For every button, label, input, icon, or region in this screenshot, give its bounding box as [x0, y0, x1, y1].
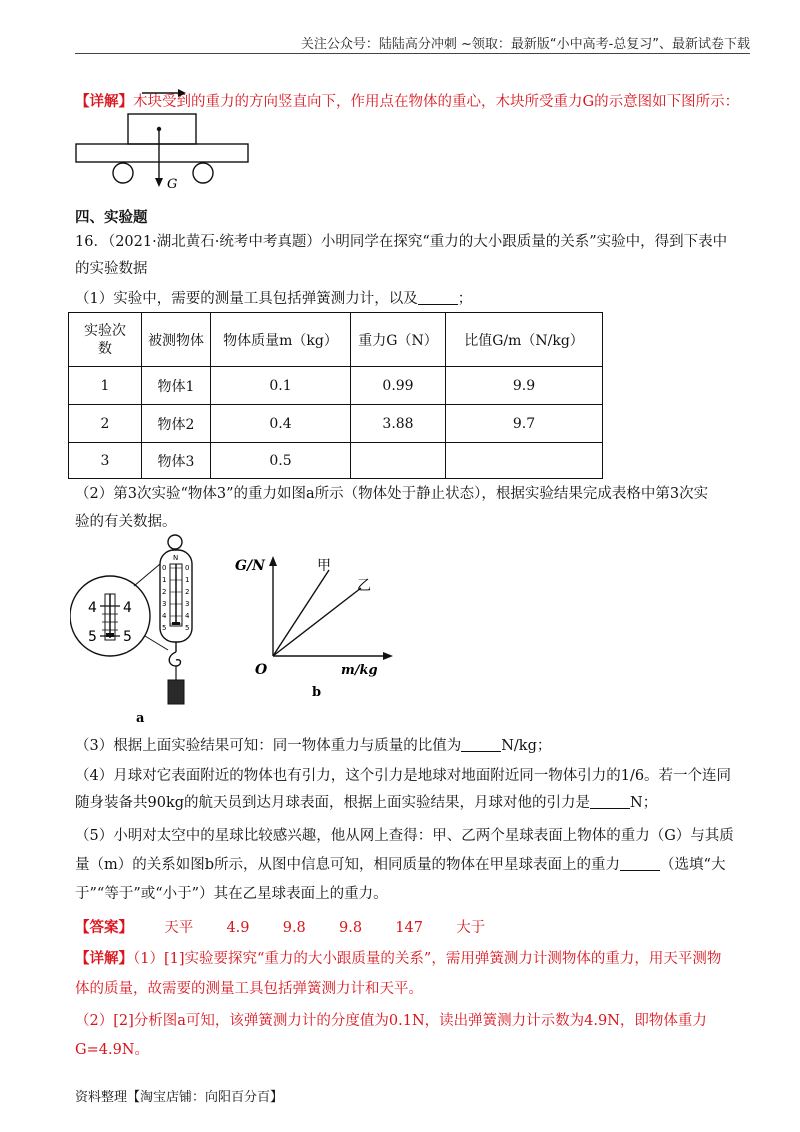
svg-text:3: 3 [162, 600, 167, 608]
table-cell: 0.99 [351, 367, 446, 405]
svg-text:5: 5 [185, 624, 190, 632]
experiment-table [68, 312, 603, 479]
scale-hook [169, 652, 180, 666]
q4-blank[interactable] [590, 794, 630, 809]
scale-numbers-right [185, 564, 190, 632]
question-part-2-line-2: 验的有关数据。 [75, 514, 177, 530]
question-line-2: 的实验数据 [75, 261, 148, 277]
question-part-5-line-3: 于”“等于”或“小于”）其在乙星球表面上的重力。 [75, 886, 388, 902]
answer-value: 4.9 [226, 920, 250, 936]
svg-text:1: 1 [162, 576, 167, 584]
detail-2-text-1: （1）[1]实验要探究“重力的大小跟质量的关系”，需用弹簧测力计测物体的重力，用天平测物 [133, 951, 722, 967]
gravity-arrow-head [155, 178, 163, 187]
question-part-5-line-1: （5）小明对太空中的星球比较感兴趣，他从网上查得：甲、乙两个星球表面上物体的重力（G）与其质 [75, 828, 734, 844]
table-cell: 物体2 [142, 405, 211, 443]
svg-text:1: 1 [185, 576, 190, 584]
x-axis-label: m/kg [341, 663, 378, 678]
svg-text:5: 5 [162, 624, 167, 632]
header-cell: 重力G（N） [351, 313, 446, 367]
table-row [69, 405, 603, 443]
q5-text: 量（m）的关系如图b所示，从图中信息可知，相同质量的物体在甲星球表面上的重力 [75, 857, 621, 873]
cart-body [76, 144, 248, 162]
table-cell: 3.88 [351, 405, 446, 443]
question-part-3 [75, 736, 551, 756]
cart-wheel-left [113, 163, 133, 183]
zoom-label-right-4: 4 [123, 600, 132, 616]
q3-text: （3）根据上面实验结果可知：同一物体重力与质量的比值为 [75, 738, 462, 754]
line-jia-label: 甲 [317, 558, 331, 574]
detail-2-line-1 [75, 949, 721, 969]
g-m-graph [225, 548, 405, 700]
svg-text:3: 3 [185, 600, 190, 608]
scale-unit: N [173, 554, 179, 562]
fig-a-label: a [136, 711, 145, 726]
table-cell: 2 [69, 405, 142, 443]
spring-scale-figure [70, 532, 230, 727]
q1-blank[interactable] [418, 290, 458, 305]
weight-object [168, 680, 184, 704]
q3-end: N/kg； [501, 738, 552, 754]
table-cell: 0.4 [211, 405, 351, 443]
line-jia [273, 570, 329, 656]
header-cell: 物体质量m（kg） [211, 313, 351, 367]
table-cell: 3 [69, 443, 142, 479]
table-cell: 1 [69, 367, 142, 405]
q3-blank[interactable] [461, 737, 501, 752]
scale-ring [168, 535, 182, 549]
zoom-line-top [134, 564, 160, 586]
detail-2-line-4: G=4.9N。 [75, 1042, 149, 1058]
q1-end: ； [457, 291, 473, 307]
question-part-4-line-2 [75, 793, 657, 813]
motion-arrow-head [178, 89, 186, 97]
detail-2-line-3: （2）[2]分析图a可知，该弹簧测力计的分度值为0.1N，读出弹簧测力计示数为4.9N，即物体重力 [75, 1013, 707, 1029]
zoom-pointer [106, 633, 114, 637]
answer-value: 天平 [164, 920, 194, 936]
svg-text:2: 2 [162, 588, 167, 596]
table-cell [351, 443, 446, 479]
page-header: 关注公众号：陆陆高分冲刺 ~领取：最新版“小中高考-总复习”、最新试卷下载 [300, 37, 750, 52]
zoom-label-left-4: 4 [88, 600, 97, 616]
table-cell: 9.9 [446, 367, 603, 405]
q4-end: N； [630, 795, 658, 811]
origin-label: O [255, 662, 268, 678]
zoom-label-right-5: 5 [123, 629, 132, 645]
table-row [69, 443, 603, 479]
section-title: 四、实验题 [75, 209, 148, 226]
table-header-row [69, 313, 603, 367]
line-yi [273, 588, 361, 656]
detail-1-text: 木块受到的重力的方向竖直向下，作用点在物体的重心，木块所受重力G的示意图如下图所示： [133, 94, 740, 110]
cart-wheel-right [193, 163, 213, 183]
scale-numbers-left [162, 564, 167, 632]
svg-text:0: 0 [185, 564, 190, 572]
answer-value: 9.8 [282, 920, 306, 936]
header-cell: 比值G/m（N/kg） [446, 313, 603, 367]
question-part-2-line-1: （2）第3次实验“物体3”的重力如图a所示（物体处于静止状态），根据实验结果完成表格中第3次实 [75, 486, 709, 502]
q1-text: （1）实验中，需要的测量工具包括弹簧测力计，以及 [75, 291, 418, 307]
line-yi-label: 乙 [357, 578, 371, 594]
page-footer: 资料整理【淘宝店铺：向阳百分百】 [75, 1090, 284, 1105]
table-cell: 0.1 [211, 367, 351, 405]
answer-value: 大于 [456, 920, 486, 936]
question-line-1: 16．（2021·湖北黄石·统考中考真题）小明同学在探究“重力的大小跟质量的关系”实验中，得到下表中 [75, 234, 728, 250]
header-divider [75, 53, 750, 54]
svg-text:2: 2 [185, 588, 190, 596]
table-cell: 物体1 [142, 367, 211, 405]
table-cell: 物体3 [142, 443, 211, 479]
header-cell: 实验次数 [69, 313, 142, 367]
detail-2-tag: 【详解】 [75, 950, 133, 967]
answer-tag: 【答案】 [75, 919, 133, 936]
svg-text:4: 4 [162, 612, 167, 620]
table-cell: 9.7 [446, 405, 603, 443]
question-part-4-line-1: （4）月球对它表面附近的物体也有引力，这个引力是地球对地面附近同一物体引力的1/6。若一个连同 [75, 768, 732, 784]
y-axis-label: G/N [235, 558, 265, 574]
detail-1-tag: 【详解】 [75, 93, 133, 110]
table-cell: 0.5 [211, 443, 351, 479]
svg-text:0: 0 [162, 564, 167, 572]
detail-2-line-2: 体的质量，故需要的测量工具包括弹簧测力计和天平。 [75, 981, 423, 997]
svg-text:4: 4 [185, 612, 190, 620]
wood-block [128, 114, 196, 144]
zoom-label-left-5: 5 [88, 629, 97, 645]
table-cell [446, 443, 603, 479]
q5-text-end: （选填“大 [660, 857, 726, 873]
answer-value: 147 [395, 920, 423, 936]
answer-line [75, 918, 485, 938]
q4-text: 随身装备共90kg的航天员到达月球表面，根据上面实验结果，月球对他的引力是 [75, 795, 591, 811]
q5-blank[interactable] [620, 856, 660, 871]
question-part-5-line-2 [75, 855, 725, 875]
fig-b-label: b [312, 685, 322, 700]
header-cell: 被测物体 [142, 313, 211, 367]
question-part-1 [75, 289, 472, 309]
cart-gravity-figure [70, 80, 260, 195]
gravity-label: G [167, 177, 178, 192]
answer-value: 9.8 [339, 920, 363, 936]
table-row [69, 367, 603, 405]
